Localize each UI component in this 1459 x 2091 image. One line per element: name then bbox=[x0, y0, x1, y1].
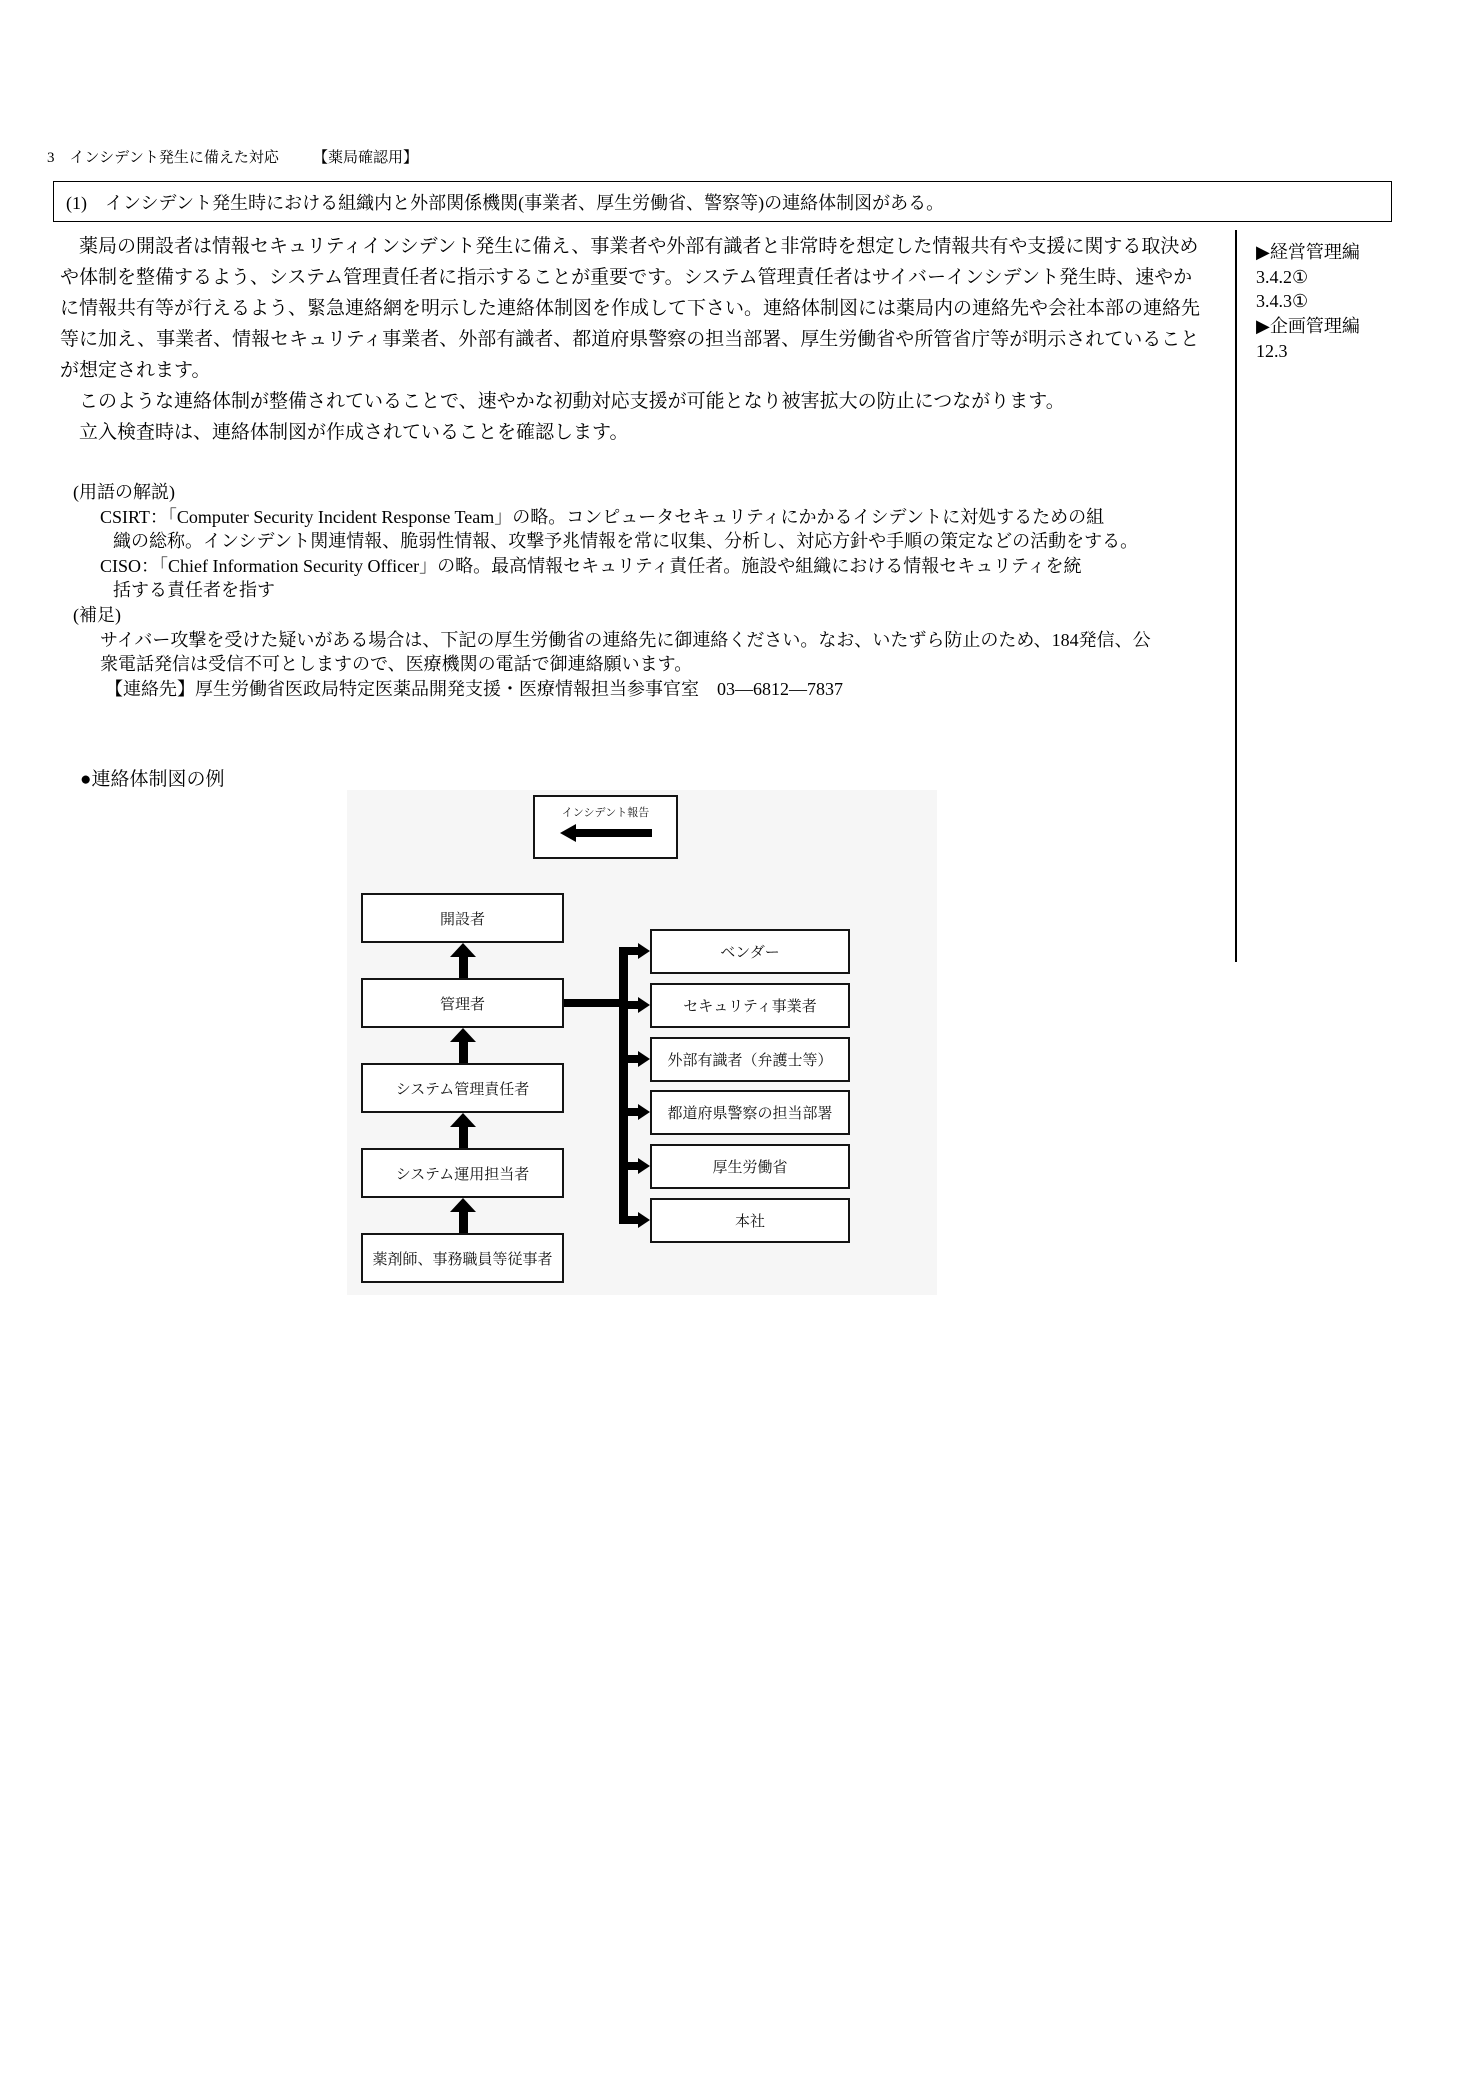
body-paragraphs bbox=[60, 231, 1210, 448]
margin-note: 3.4.2① bbox=[1256, 266, 1309, 287]
margin-note: ▶企画管理編 bbox=[1256, 316, 1360, 337]
box-label: 本社 bbox=[734, 1213, 765, 1230]
left-arrow-icon bbox=[560, 824, 652, 842]
box-label: 都道府県警察の担当部署 bbox=[667, 1105, 833, 1122]
arrow-shaft bbox=[459, 1042, 468, 1063]
diagram-box-system-operator bbox=[361, 1148, 564, 1198]
diagram-box-external-experts bbox=[650, 1037, 850, 1082]
arrow-shaft bbox=[619, 1162, 639, 1170]
diagram-box-kaisetsusha bbox=[361, 893, 564, 943]
arrow-shaft bbox=[459, 957, 468, 978]
body-line: 等に加え、事業者、情報セキュリティ事業者、外部有識者、都道府県警察の担当部署、厚生労働省や所管省庁等が明示されていること bbox=[60, 329, 1200, 350]
diagram-box-security-provider bbox=[650, 983, 850, 1028]
box-label: 厚生労働省 bbox=[712, 1159, 788, 1176]
glossary-line-ciso: 括する責任者を指す bbox=[113, 580, 275, 601]
box-label: 薬剤師、事務職員等従事者 bbox=[372, 1250, 553, 1268]
arrow-shaft bbox=[576, 829, 652, 837]
manager-connector-line bbox=[564, 999, 620, 1007]
box-label: 開設者 bbox=[439, 910, 485, 928]
glossary-block bbox=[73, 480, 1213, 701]
section-title: 3 インシデント発生に備えた対応 bbox=[47, 150, 279, 166]
margin-divider-line bbox=[1235, 230, 1237, 962]
diagram-box-prefectural-police bbox=[650, 1090, 850, 1135]
diagram-box-kanrisha bbox=[361, 978, 564, 1028]
audience-tag: 【薬局確認用】 bbox=[313, 150, 419, 166]
box-label: システム運用担当者 bbox=[395, 1165, 530, 1183]
glossary-heading: (用語の解説) bbox=[73, 482, 175, 502]
glossary-line-ciso: CISO：「Chief Information Security Officer」の略。最高情報セキュリティ責任者。施設や組織における情報セキュリティを統 bbox=[100, 555, 1082, 576]
arrowhead bbox=[560, 824, 576, 842]
box-label: 管理者 bbox=[439, 995, 485, 1013]
arrowhead bbox=[638, 1051, 650, 1067]
up-arrow-icon bbox=[450, 1198, 476, 1233]
arrowhead bbox=[450, 1113, 476, 1127]
body-line: に情報共有等が行えるよう、緊急連絡網を明示した連絡体制図を作成して下さい。連絡体制図には薬局内の連絡先や会社本部の連絡先 bbox=[60, 298, 1201, 319]
diagram-box-mhlw bbox=[650, 1144, 850, 1189]
arrow-shaft bbox=[619, 1055, 639, 1063]
legend-box bbox=[533, 795, 678, 859]
arrow-shaft bbox=[459, 1212, 468, 1233]
arrowhead bbox=[450, 1198, 476, 1212]
up-arrow-icon bbox=[450, 943, 476, 978]
arrowhead bbox=[450, 943, 476, 957]
body-line: や体制を整備するよう、システム管理責任者に指示することが重要です。システム管理責任者はサイバーインシデント発生時、速やか bbox=[60, 267, 1193, 288]
margin-note: 12.3 bbox=[1256, 340, 1288, 361]
contact-line: 【連絡先】厚生労働省医政局特定医薬品開発支援・医療情報担当参事官室 03—6812—7837 bbox=[105, 678, 843, 699]
arrow-shaft bbox=[619, 1001, 639, 1009]
box-label: システム管理責任者 bbox=[395, 1080, 530, 1098]
trunk-line bbox=[619, 947, 628, 1224]
arrow-shaft bbox=[619, 1108, 639, 1116]
body-line: が想定されます。 bbox=[60, 360, 211, 381]
checklist-item-box bbox=[53, 181, 1392, 222]
body-line: 薬局の開設者は情報セキュリティインシデント発生に備え、事業者や外部有識者と非常時を想定した情報共有や支援に関する取決め bbox=[60, 236, 1199, 257]
arrow-shaft bbox=[619, 947, 639, 955]
arrow-shaft bbox=[459, 1127, 468, 1148]
arrowhead bbox=[638, 1212, 650, 1228]
figure-heading: ●連絡体制図の例 bbox=[80, 769, 225, 790]
arrowhead bbox=[638, 997, 650, 1013]
up-arrow-icon bbox=[450, 1113, 476, 1148]
arrow-shaft bbox=[619, 1216, 639, 1224]
glossary-line-csirt: CSIRT：「Computer Security Incident Response Team」の略。コンピュータセキュリティにかかるイシデントに対処するための組 bbox=[100, 506, 1105, 527]
margin-note: 3.4.3① bbox=[1256, 291, 1309, 312]
checklist-item-text: (1) インシデント発生時における組織内と外部関係機関(事業者、厚生労働省、警察等)の連絡体制図がある。 bbox=[66, 192, 945, 213]
box-label: セキュリティ事業者 bbox=[683, 998, 817, 1015]
arrowhead bbox=[638, 1104, 650, 1120]
margin-reference-notes bbox=[1256, 240, 1360, 364]
box-label: ベンダー bbox=[720, 944, 780, 961]
body-line: このような連絡体制が整備されていることで、速やかな初動対応支援が可能となり被害拡大の防止につながります。 bbox=[60, 391, 1065, 412]
arrowhead bbox=[638, 943, 650, 959]
margin-note: ▶経営管理編 bbox=[1256, 242, 1360, 262]
arrowhead bbox=[450, 1028, 476, 1042]
arrowhead bbox=[638, 1158, 650, 1174]
glossary-line-csirt: 織の総称。インシデント関連情報、脆弱性情報、攻撃予兆情報を常に収集、分析し、対応方針や手順の策定などの活動をする。 bbox=[113, 531, 1139, 552]
diagram-box-system-manager bbox=[361, 1063, 564, 1113]
up-arrow-icon bbox=[450, 1028, 476, 1063]
supplement-line: サイバー攻撃を受けた疑いがある場合は、下記の厚生労働省の連絡先に御連絡ください。なお、いたずら防止のため、184発信、公 bbox=[100, 629, 1151, 650]
box-label: 外部有識者（弁護士等） bbox=[667, 1052, 833, 1069]
diagram-box-pharmacist-staff bbox=[361, 1233, 564, 1283]
legend-label: インシデント報告 bbox=[561, 807, 650, 819]
diagram-box-head-office bbox=[650, 1198, 850, 1243]
supplement-heading: (補足) bbox=[73, 604, 121, 625]
supplement-line: 衆電話発信は受信不可としますので、医療機関の電話で御連絡願います。 bbox=[100, 654, 693, 675]
diagram-box-vendor bbox=[650, 929, 850, 974]
contact-structure-diagram bbox=[347, 790, 937, 1295]
body-line: 立入検査時は、連絡体制図が作成されていることを確認します。 bbox=[60, 422, 629, 443]
